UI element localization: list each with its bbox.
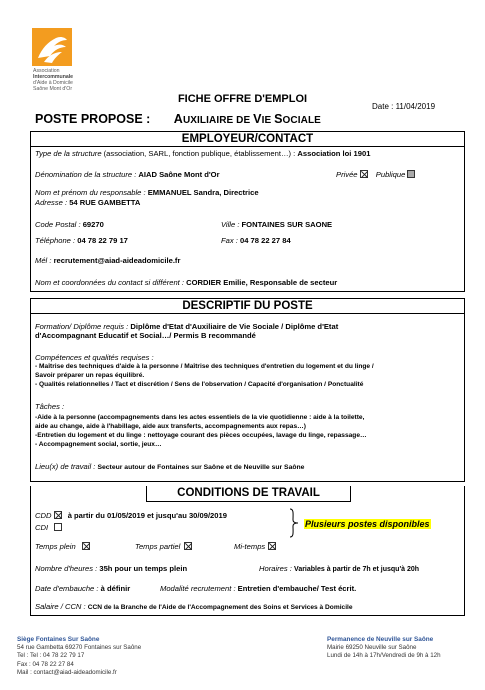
postal-code-line [35, 220, 104, 229]
footer-left [17, 636, 141, 677]
employer-title: EMPLOYEUR/CONTACT [31, 132, 464, 147]
structure-type-line [35, 149, 370, 158]
field-label: Nom et coordonnées du contact si différent : [35, 278, 187, 287]
field-label: Nom et prénom du responsable : [35, 188, 148, 197]
field-value: 04 78 22 79 17 [77, 236, 128, 245]
formation-line [35, 322, 338, 331]
field-value: 35h pour un temps plein [99, 564, 188, 573]
logo-line: d'Aide à Domicile [33, 80, 73, 86]
footer-line: Lundi de 14h à 17h/Vendredi de 9h à 12h [327, 652, 441, 660]
footer-line: Tel : Tel : 04 78 22 79 17 [17, 652, 85, 660]
logo-text [33, 68, 103, 92]
field-label: Lieu(x) de travail : [35, 462, 98, 471]
logo-line: Saône Mont d'Or [33, 86, 73, 92]
logo-line: Intercommunale [33, 74, 74, 80]
footer-line: 54 rue Gambetta 69270 Fontaines sur Saône [17, 644, 142, 652]
field-value: 04 78 22 27 84 [240, 236, 291, 245]
brace-icon [289, 508, 299, 538]
tache-item: - Accompagnement social, sortie, jeux… [35, 441, 162, 448]
city-line [221, 220, 332, 229]
post-value-part: UXILIAIRE DE [182, 115, 254, 126]
field-hint: (association, SARL, fonction publique, établissement…) : [101, 149, 298, 158]
field-label: Nombre d'heures : [35, 564, 100, 573]
fax-line [221, 236, 291, 245]
cdd-line [35, 511, 227, 520]
field-label: Horaires : [259, 564, 295, 573]
salaire-line [35, 602, 353, 611]
status-checkboxes [336, 170, 415, 179]
taches-label: Tâches : [35, 402, 65, 411]
temps-partiel-line [135, 542, 192, 551]
field-label: Salaire / CCN : [35, 602, 88, 611]
post-value-part: IE [261, 115, 275, 126]
field-label: Date d'embauche : [35, 584, 101, 593]
mi-temps-checkbox[interactable] [268, 542, 276, 550]
lieu-line [35, 462, 304, 471]
tache-item: -Entretien du logement et du linge : nettoyage courant des pièces occupées, lavage du linge, repassage… [35, 432, 367, 439]
field-value: à définir [100, 584, 131, 593]
field-label: Dénomination de la structure : [35, 170, 139, 179]
modalite-line [160, 584, 356, 593]
postes-highlight [304, 519, 431, 529]
field-label: Téléphone : [35, 236, 78, 245]
field-label: Fax : [221, 236, 240, 245]
post-value-part: S [274, 112, 283, 126]
logo-line: Association [33, 68, 60, 74]
tache-item: -Aide à la personne (accompagnements dans les actes essentiels de la vie quotidienne : aide à la toilette, [35, 414, 365, 421]
post-label: POSTE PROPOSE : [35, 112, 151, 126]
post-value-part: V [253, 112, 262, 126]
heures-line [35, 564, 187, 573]
field-label: Mél : [35, 256, 54, 265]
cdd-label: CDD [35, 511, 52, 520]
cdd-checkbox[interactable] [54, 511, 62, 519]
document-heading: FICHE OFFRE D'EMPLOI [177, 93, 308, 105]
temps-plein-label: Temps plein [35, 542, 76, 551]
privee-label: Privée [336, 170, 358, 179]
privee-checkbox[interactable] [360, 170, 368, 178]
temps-partiel-checkbox[interactable] [184, 542, 192, 550]
temps-plein-checkbox[interactable] [82, 542, 90, 550]
field-value: FONTAINES SUR SAONE [241, 220, 333, 229]
denomination-line [35, 170, 220, 179]
footer-email[interactable]: Mail : contact@aiad-aideadomicile.fr [17, 668, 117, 676]
tache-item: aide au change, aide à l'habillage, aide aux transferts, accompagnements aux repas…) [35, 423, 306, 430]
publique-checkbox[interactable] [407, 170, 415, 178]
post-value [174, 112, 321, 126]
field-value: Association loi 1901 [297, 149, 371, 158]
cdi-line [35, 523, 62, 532]
post-value-part: OCIALE [282, 115, 321, 126]
cdd-value: à partir du 01/05/2019 et jusqu'au 30/09/2019 [67, 511, 227, 520]
field-value: 69270 [82, 220, 104, 229]
cdi-label: CDI [35, 523, 49, 532]
footer-left-title: Siège Fontaines Sur Saône [17, 636, 100, 643]
field-label: Code Postal : [35, 220, 83, 229]
employer-section [30, 131, 465, 292]
field-label: Ville : [221, 220, 242, 229]
competences-label: Compétences et qualités requises : [35, 353, 154, 362]
formation-line-2: d'Accompagnant Educatif et Social…/ Permis B recommandé [35, 331, 256, 340]
field-label: Formation/ Diplôme requis : [35, 322, 131, 331]
descriptif-section [30, 298, 465, 482]
footer-line: Mairie 69250 Neuville sur Saône [327, 644, 417, 652]
field-value: CCN de la Branche de l'Aide de l'Accompagnement des Soins et Services à Domicile [87, 604, 353, 611]
post-line [35, 112, 321, 126]
address-line [35, 198, 140, 207]
conditions-section [30, 486, 465, 616]
horaires-line [259, 564, 419, 573]
field-value: CORDIER Emilie, Responsable de secteur [186, 278, 338, 287]
field-label: Modalité recrutement : [160, 584, 238, 593]
phone-line [35, 236, 128, 245]
competences-item: Savoir préparer un repas équilibré. [35, 372, 145, 379]
field-value: Diplôme d'Etat d'Auxiliaire de Vie Sociale / Diplôme d'Etat [130, 322, 339, 331]
field-value: 54 RUE GAMBETTA [69, 198, 141, 207]
email-line [35, 256, 180, 265]
hands-logo-icon [32, 28, 72, 66]
mi-temps-label: Mi-temps [234, 542, 266, 551]
embauche-line [35, 584, 130, 593]
field-value: Secteur autour de Fontaines sur Saône et de Neuville sur Saône [97, 464, 305, 471]
field-label: Type de la structure [35, 149, 102, 158]
responsable-line [35, 188, 259, 197]
temps-plein-line [35, 542, 90, 551]
temps-partiel-label: Temps partiel [135, 542, 181, 551]
field-value: Entretien d'embauche/ Test écrit. [237, 584, 357, 593]
footer-line: Fax : 04 78 22 27 84 [17, 660, 74, 668]
document-date: Date : 11/04/2019 [372, 102, 436, 111]
field-label: Adresse : [35, 198, 70, 207]
descriptif-title: DESCRIPTIF DU POSTE [31, 299, 464, 314]
contact-line [35, 278, 337, 287]
highlight-text: Plusieurs postes disponibles [305, 519, 430, 529]
publique-label: Publique [375, 170, 406, 179]
email-value[interactable]: recrutement@aiad-aideadomicile.fr [53, 256, 181, 265]
conditions-title: CONDITIONS DE TRAVAIL [146, 486, 351, 502]
footer-right-title: Permanence de Neuville sur Saône [327, 636, 434, 643]
post-value-part: A [173, 112, 183, 126]
field-value: Variables à partir de 7h et jusqu'à 20h [294, 566, 420, 573]
field-value: EMMANUEL Sandra, Directrice [147, 188, 259, 197]
competences-item: - Qualités relationnelles / Tact et discrétion / Sens de l'observation / Capacité d'organisation / Ponctualité [35, 381, 364, 388]
mi-temps-line [234, 542, 276, 551]
field-value: AIAD Saône Mont d'Or [138, 170, 220, 179]
competences-item: - Maîtrise des techniques d'aide à la personne / Maîtrise des techniques d'entretien du logement et du linge / [35, 363, 374, 370]
footer-right [327, 636, 441, 661]
association-logo [30, 26, 90, 96]
cdi-checkbox[interactable] [54, 523, 62, 531]
